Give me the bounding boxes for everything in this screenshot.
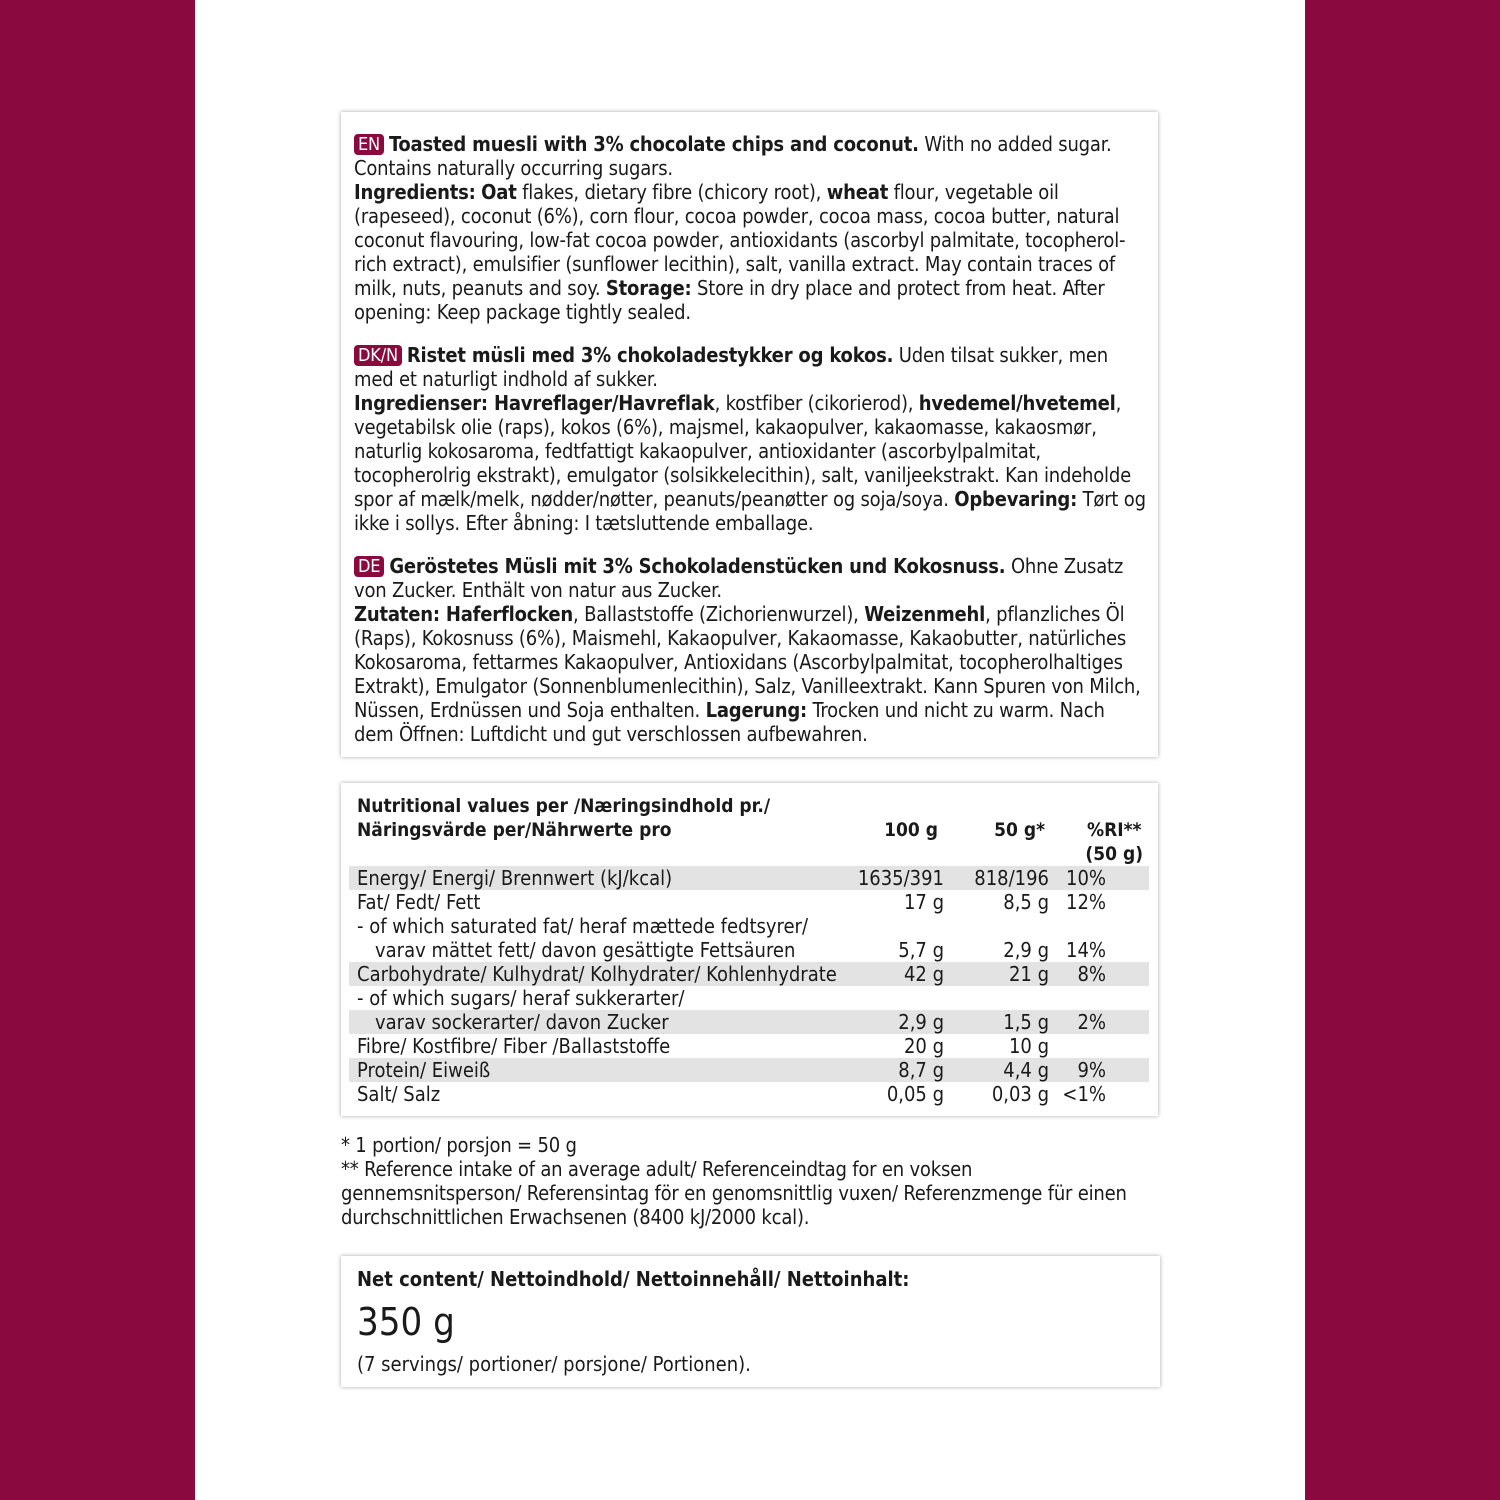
ingredients-text1-en: flakes, dietary fibre (chicory root), — [516, 180, 827, 204]
nutrient-label: Protein/ Eiweiß — [357, 1058, 491, 1082]
value-per-50g: 818/196 — [974, 866, 1049, 890]
ingredients-text1-de: , Ballaststoffe (Zichorienwurzel), — [573, 602, 865, 626]
value-per-50g: 10 g — [1008, 1034, 1049, 1058]
value-ri: 9% — [1077, 1058, 1106, 1082]
value-ri: 14% — [1066, 938, 1106, 962]
allergen-oat-en: Oat — [481, 180, 517, 204]
nutrient-label: Salt/ Salz — [357, 1082, 441, 1106]
value-per-50g: 21 g — [1008, 962, 1049, 986]
storage-text-de: Trocken und nicht zu warm. Nach dem Öffnen: Luftdicht und gut verschlossen aufbewahren. — [354, 698, 1105, 746]
net-content-amount: 350 g — [357, 1300, 455, 1344]
value-ri: <1% — [1062, 1082, 1106, 1106]
value-per-100g: 5,7 g — [898, 938, 944, 962]
lang-tag-dk: DK/N — [354, 345, 402, 366]
value-per-50g: 2,9 g — [1003, 938, 1049, 962]
value-per-50g: 4,4 g — [1003, 1058, 1049, 1082]
value-ri: 2% — [1077, 1010, 1106, 1034]
column-header-50g: 50 g* — [994, 819, 1045, 841]
nutrient-label: Fat/ Fedt/ Fett — [357, 890, 481, 914]
ingredients-text1-dk: , kostfiber (cikorierod), — [714, 391, 919, 415]
value-ri: 10% — [1066, 866, 1106, 890]
table-row — [349, 866, 1149, 890]
product-title-en: Toasted muesli with 3% chocolate chips and coconut. — [388, 132, 919, 156]
lang-tag-de: DE — [354, 556, 384, 577]
nutrition-table-card — [341, 783, 1158, 1116]
intro-de: Ohne Zusatz von Zucker. Enthält von natur aus Zucker. — [354, 554, 1124, 602]
nutrition-title-line2: Näringsvärde per/Nährwerte pro — [357, 819, 672, 841]
table-row — [349, 1082, 1149, 1106]
table-row — [349, 914, 1149, 938]
footnote-portion: * 1 portion/ porsjon = 50 g — [341, 1133, 577, 1157]
ingredients-de — [354, 554, 1149, 746]
column-header-ri-sub: (50 g) — [1085, 843, 1143, 865]
ingredients-card — [341, 112, 1158, 757]
net-content-title: Net content/ Nettoindhold/ Nettoinnehåll/ Nettoinhalt: — [357, 1267, 910, 1291]
allergen-wheat-en: wheat — [826, 180, 889, 204]
ingredients-en — [354, 132, 1149, 324]
table-row — [349, 1034, 1149, 1058]
value-per-100g: 20 g — [903, 1034, 944, 1058]
nutrient-label: - of which sugars/ heraf sukkerarter/ — [357, 986, 685, 1010]
column-header-100g: 100 g — [884, 819, 938, 841]
ingredients-text2-dk: , vegetabilsk olie (raps), kokos (6%), majsmel, kakaopulver, kakaomasse, kakaosmør, naturlig kokosaroma, fedtfattigt kakaopulver, antioxidanter (ascorbylpalmitat, tocopherolrig ekstrakt), emulgator (solsikkelecithin), salt, vaniljeekstrakt. Kan indeholde spor af mælk/melk, nødder/nøtter, peanuts/peanøtter og soja/soya. — [354, 391, 1131, 511]
value-ri: 12% — [1066, 890, 1106, 914]
ingredients-label-de: Zutaten: Haferflocken — [354, 602, 574, 626]
storage-text-dk: Tørt og ikke i sollys. Efter åbning: I tætsluttende emballage. — [354, 487, 1146, 535]
value-per-50g: 8,5 g — [1003, 890, 1049, 914]
product-title-dk: Ristet müsli med 3% chokoladestykker og kokos. — [406, 343, 894, 367]
lang-tag-en: EN — [354, 134, 384, 155]
footnotes — [341, 1133, 1146, 1229]
table-row — [349, 1058, 1149, 1082]
intro-dk: Uden tilsat sukker, men med et naturligt indhold af sukker. — [354, 343, 1108, 391]
table-row — [349, 890, 1149, 914]
nutrient-label: varav mättet fett/ davon gesättigte Fettsäuren — [375, 938, 796, 962]
ingredients-text2-de: , pflanzliches Öl (Raps), Kokosnuss (6%), Maismehl, Kakaopulver, Kakaomasse, Kakaobutter, natürliches Kokosaroma, fettarmes Kakaopulver, Antioxidans (Ascorbylpalmitat, tocopherolhaltiges Extrakt), Emulgator (Sonnenblumenlecithin), Salz, Vanilleextrakt. Kann Spuren von Milch, Nüssen, Erdnüssen und Soja enthalten. — [354, 602, 1141, 722]
storage-label-dk: Opbevaring: — [954, 487, 1078, 511]
label-page — [195, 0, 1305, 1500]
value-per-100g: 1635/391 — [857, 866, 944, 890]
value-per-50g: 1,5 g — [1003, 1010, 1049, 1034]
value-per-100g: 42 g — [903, 962, 944, 986]
allergen-wheat-dk: hvedemel/hvetemel — [918, 391, 1116, 415]
table-row — [349, 1010, 1149, 1034]
value-per-100g: 0,05 g — [886, 1082, 944, 1106]
nutrient-label: varav sockerarter/ davon Zucker — [375, 1010, 669, 1034]
nutrition-title-line1: Nutritional values per /Næringsindhold pr./ — [357, 795, 771, 817]
footnote-reference: ** Reference intake of an average adult/ Referenceindtag for en voksen gennemsnitsperson/ Referensintag för en genomsnittlig vuxen/ Referenzmenge für einen durchschnittlichen Erwachsenen (8400 kJ/2000 kcal). — [341, 1157, 1127, 1229]
table-row — [349, 986, 1149, 1010]
nutrient-label: Fibre/ Kostfibre/ Fiber /Ballaststoffe — [357, 1034, 671, 1058]
value-per-100g: 2,9 g — [898, 1010, 944, 1034]
value-ri: 8% — [1077, 962, 1106, 986]
ingredients-label-en: Ingredients: — [354, 180, 476, 204]
storage-text-en: Store in dry place and protect from heat. After opening: Keep package tightly sealed. — [354, 276, 1105, 324]
value-per-100g: 8,7 g — [898, 1058, 944, 1082]
allergen-wheat-de: Weizenmehl — [864, 602, 986, 626]
ingredients-text2-en: flour, vegetable oil (rapeseed), coconut (6%), corn flour, cocoa powder, cocoa mass, cocoa butter, natural coconut flavouring, low-fat cocoa powder, antioxidants (ascorbyl palmitate, tocopherol-rich extract), emulsifier (sunflower lecithin), salt, vanilla extract. May contain traces of milk, nuts, peanuts and soy. — [354, 180, 1126, 300]
value-per-100g: 17 g — [903, 890, 944, 914]
storage-label-en: Storage: — [605, 276, 692, 300]
nutrient-label: - of which saturated fat/ heraf mættede fedtsyrer/ — [357, 914, 809, 938]
column-header-ri-label: %RI** — [1086, 819, 1142, 841]
nutrient-label: Carbohydrate/ Kulhydrat/ Kolhydrater/ Kohlenhydrate — [357, 962, 837, 986]
net-content-servings: (7 servings/ portioner/ porsjone/ Portionen). — [357, 1352, 751, 1376]
column-header-ri — [1085, 818, 1143, 866]
table-row — [349, 962, 1149, 986]
ingredients-label-dk: Ingredienser: Havreflager/Havreflak — [354, 391, 715, 415]
nutrient-label: Energy/ Energi/ Brennwert (kJ/kcal) — [357, 866, 673, 890]
value-per-50g: 0,03 g — [991, 1082, 1049, 1106]
table-row — [349, 938, 1149, 962]
storage-label-de: Lagerung: — [705, 698, 808, 722]
ingredients-dk — [354, 343, 1149, 535]
intro-en: With no added sugar. Contains naturally occurring sugars. — [354, 132, 1112, 180]
product-title-de: Geröstetes Müsli mit 3% Schokoladenstücken und Kokosnuss. — [389, 554, 1006, 578]
net-content-card — [341, 1256, 1160, 1387]
